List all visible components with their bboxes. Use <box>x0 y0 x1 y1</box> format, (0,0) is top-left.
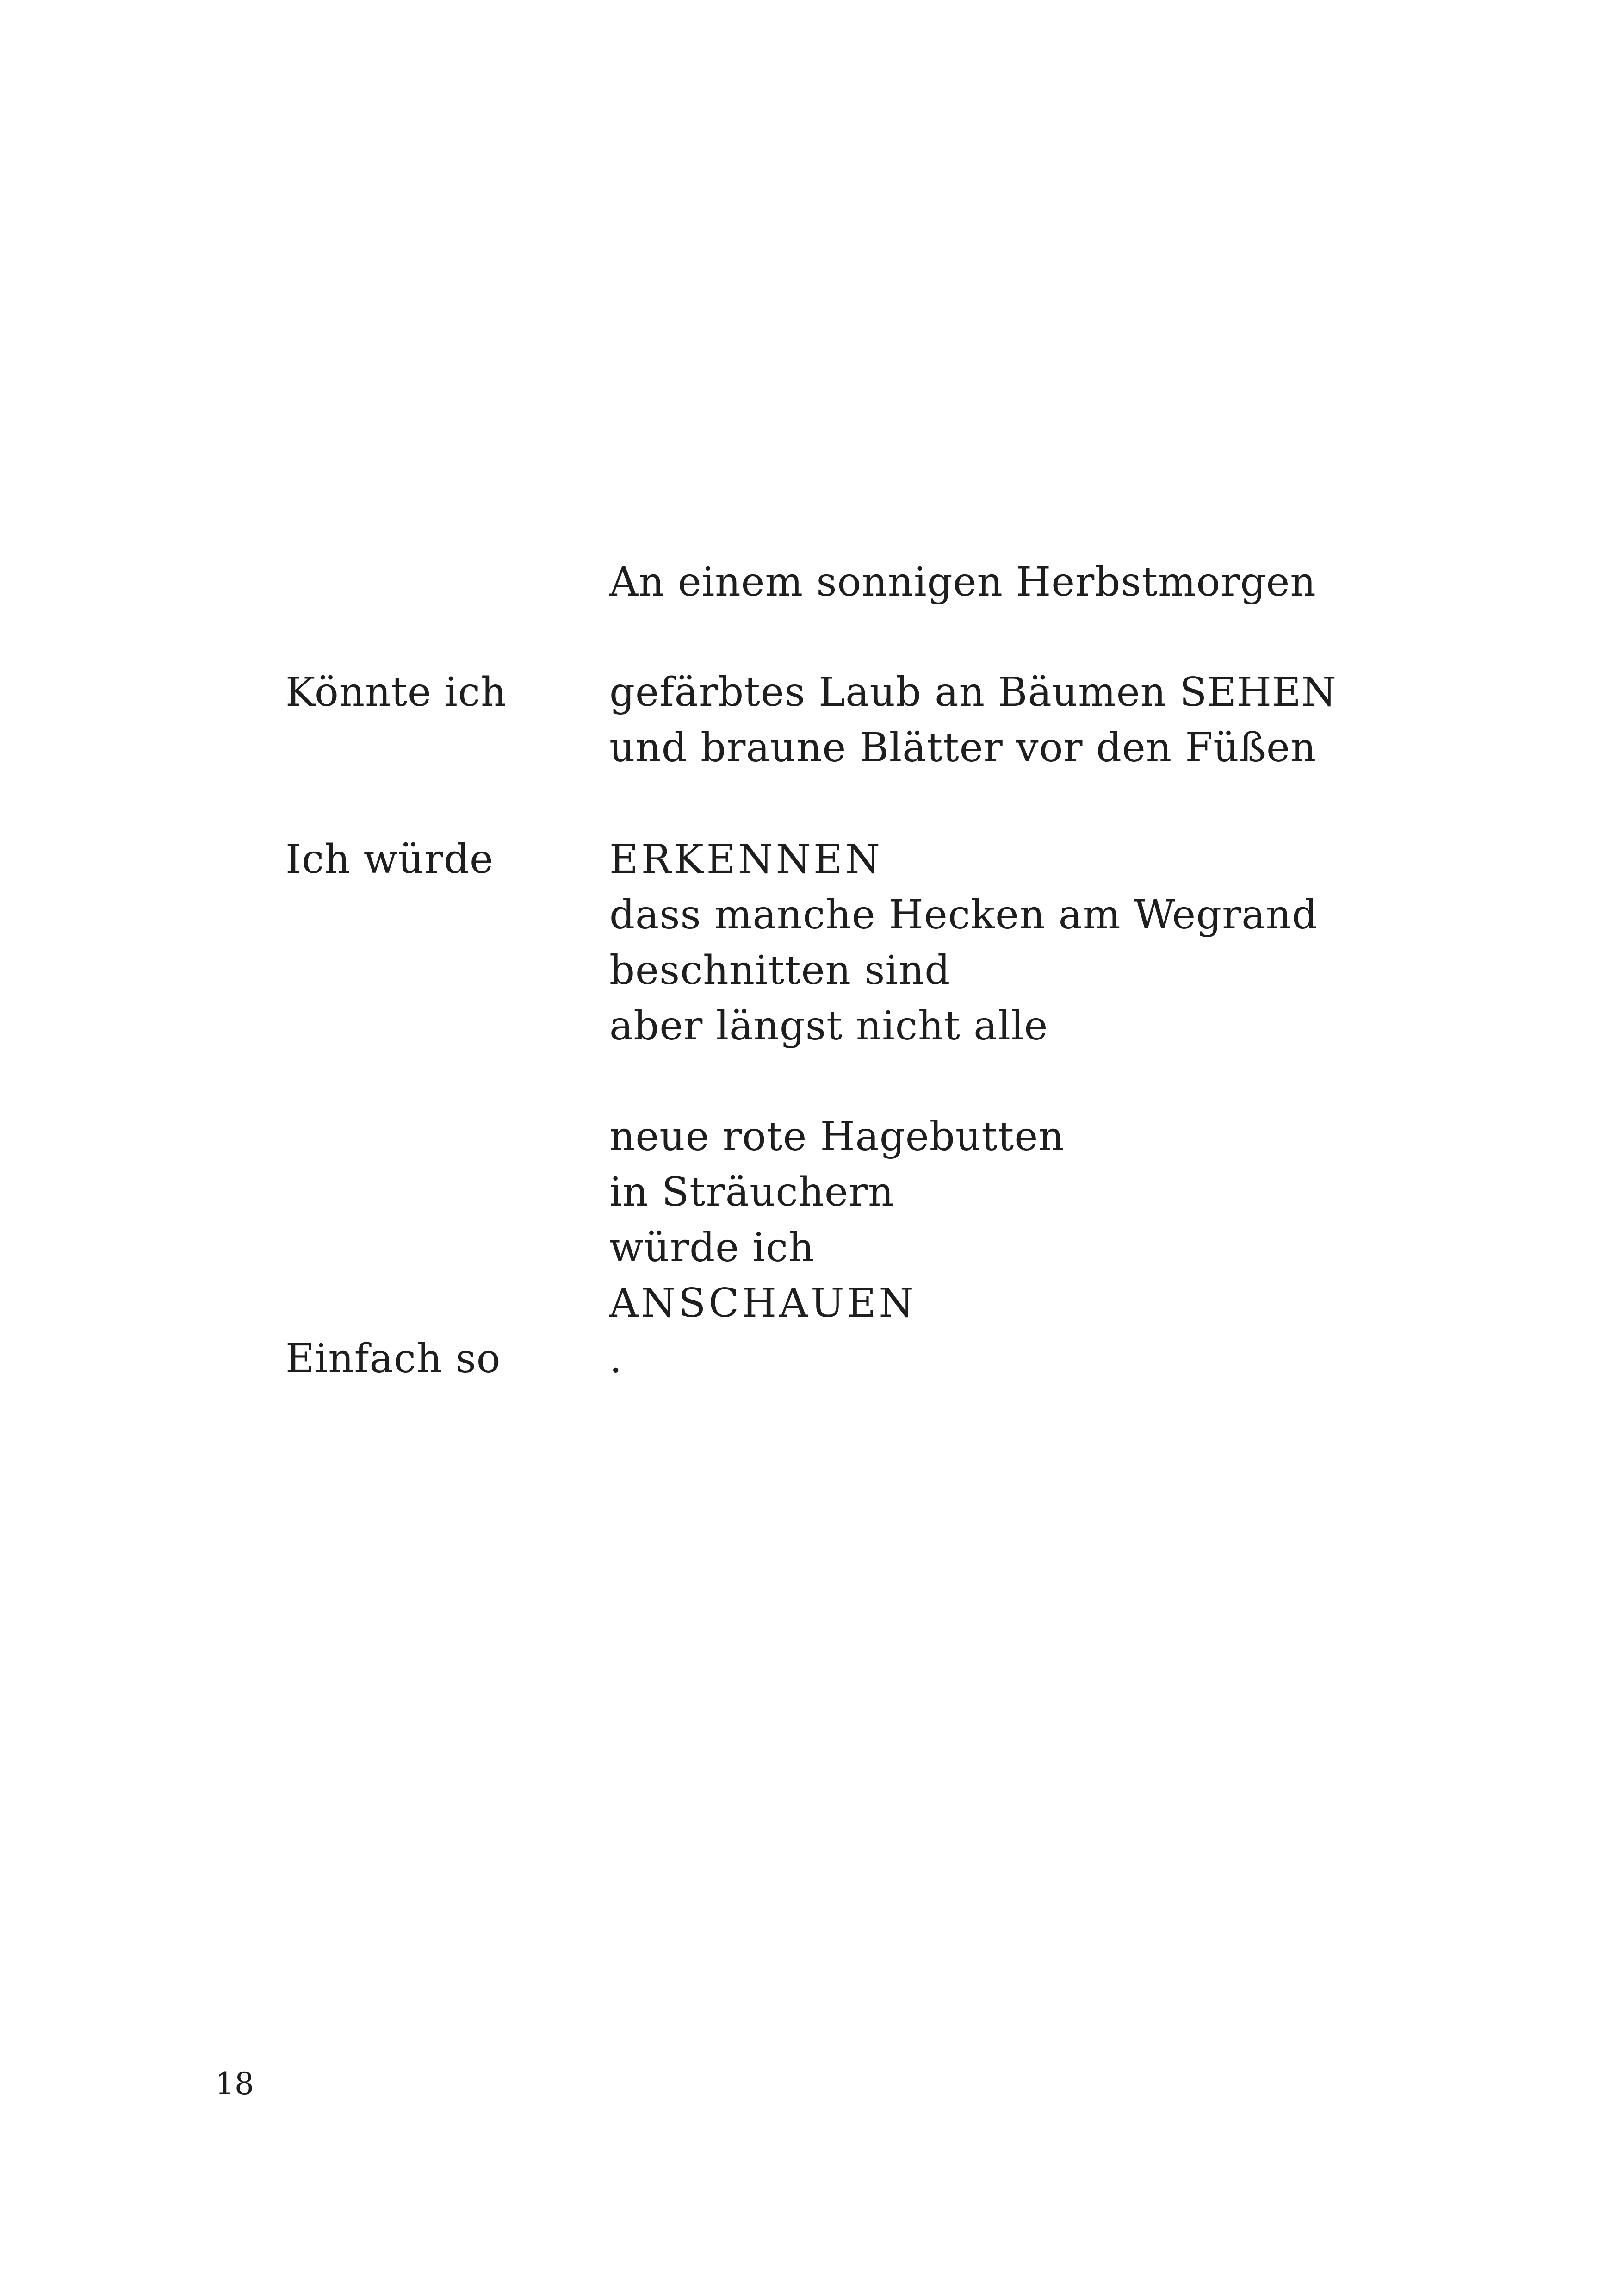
stanza3-line-1: neue rote Hagebutten <box>609 1114 1065 1160</box>
stanza2-line-3: beschnitten sind <box>609 947 951 994</box>
stanza3-line-2: in Sträuchern <box>609 1169 894 1215</box>
closing-period: . <box>609 1336 623 1382</box>
stanza2-line-1: ERKENNEN <box>609 836 883 883</box>
page-number: 18 <box>215 2066 254 2102</box>
closing-label: Einfach so <box>285 1336 501 1382</box>
stanza1-line-2: und braune Blätter vor den Füßen <box>609 725 1317 771</box>
stanza2-line-2: dass manche Hecken am Wegrand <box>609 892 1318 938</box>
stanza3-line-4: ANSCHAUEN <box>609 1280 917 1326</box>
stanza1-line-1: gefärbtes Laub an Bäumen SEHEN <box>609 669 1337 716</box>
poem-opening-line: An einem sonnigen Herbstmorgen <box>609 559 1316 605</box>
stanza2-label: Ich würde <box>285 836 494 883</box>
stanza3-line-3: würde ich <box>609 1225 815 1271</box>
stanza2-line-4: aber längst nicht alle <box>609 1003 1048 1049</box>
stanza1-label: Könnte ich <box>285 669 507 716</box>
